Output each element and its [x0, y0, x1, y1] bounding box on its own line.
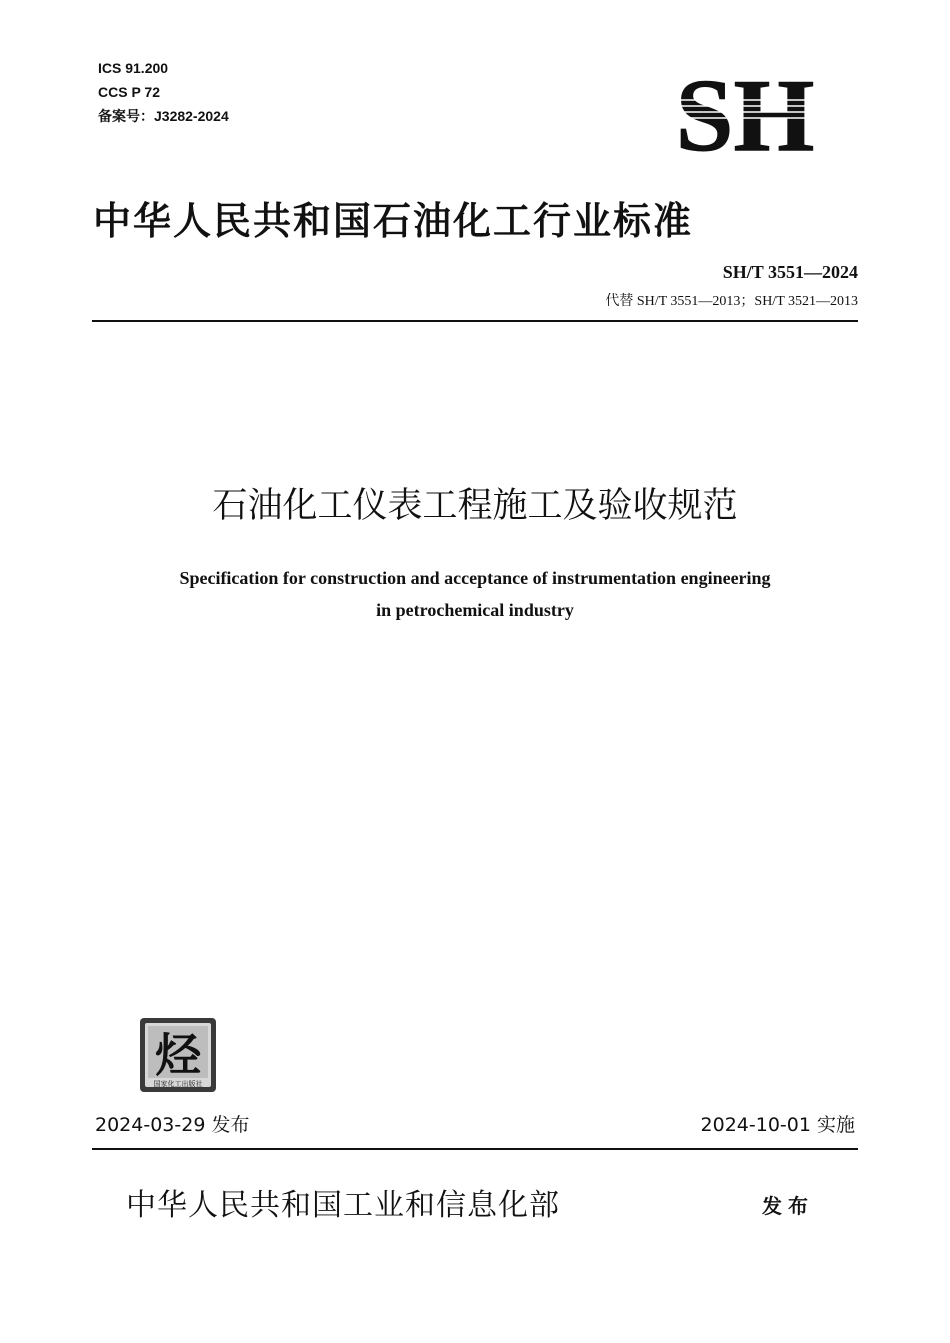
sh-logo-text: SH	[675, 66, 815, 158]
industry-standard-title: 中华人民共和国石油化工行业标准	[93, 199, 694, 243]
english-title-line-1: Specification for construction and acceptance of instrumentation engineering	[179, 568, 771, 588]
publisher-seal	[138, 1016, 218, 1094]
seal-caption: 国家化工出版社	[153, 1080, 203, 1088]
ics-code: ICS 91.200	[98, 60, 169, 76]
ccs-code: CCS P 72	[98, 84, 160, 100]
effective-date: 2024-10-01 实施	[700, 1114, 855, 1136]
english-title-line-2: in petrochemical industry	[376, 600, 574, 620]
sh-logo	[650, 66, 840, 158]
chinese-title: 石油化工仪表工程施工及验收规范	[212, 486, 738, 526]
english-title	[0, 562, 950, 626]
header-divider	[92, 320, 858, 322]
replaced-standards: 代替 SH/T 3551—2013；SH/T 3521—2013	[605, 294, 858, 309]
publish-label: 发布	[762, 1194, 814, 1218]
seal-glyph: 烃	[155, 1028, 201, 1082]
issuing-ministry: 中华人民共和国工业和信息化部	[126, 1188, 560, 1223]
issue-date: 2024-03-29 发布	[95, 1114, 250, 1136]
footer-divider	[92, 1148, 858, 1150]
standard-number: SH/T 3551—2024	[722, 262, 858, 282]
filing-number: 备案号：J3282-2024	[98, 108, 229, 124]
document-metadata	[98, 56, 229, 128]
